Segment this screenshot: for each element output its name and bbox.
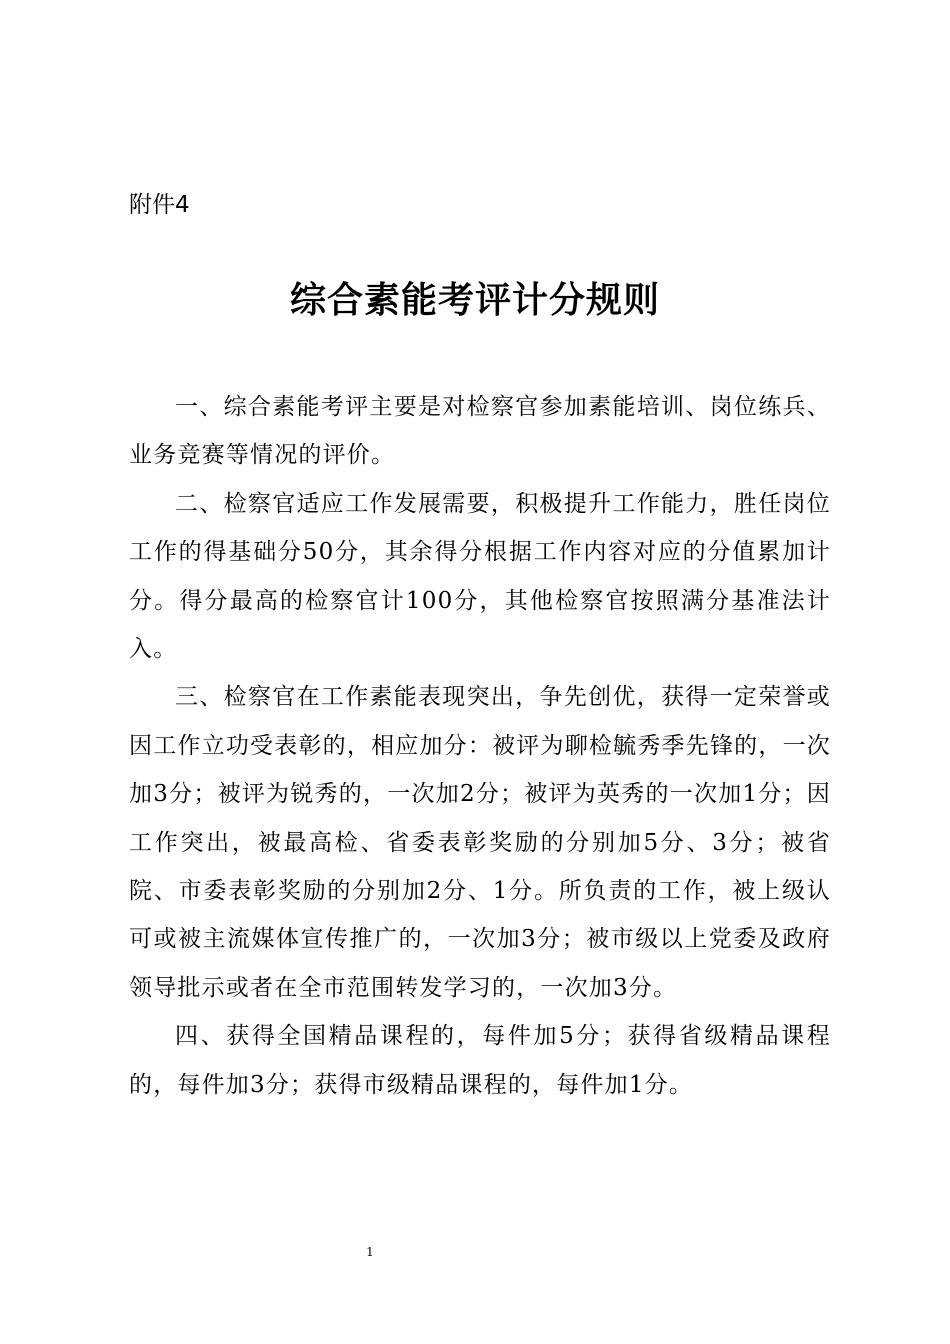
paragraph-3: 三、检察官在工作素能表现突出，争先创优，获得一定荣誉或因工作立功受表彰的，相应加分：被评为聊检毓秀季先锋的，一次加3分；被评为锐秀的，一次加2分；被评为英秀的一次加1分；因工作突出，被最高检、省委表彰奖励的分别加5分、3分；被省院、市委表彰奖励的分别加2分、1分。所负责的工作，被上级认可或被主流媒体宣传推广的，一次加3分；被市级以上党委及政府领导批示或者在全市范围转发学习的，一次加3分。 (129, 684, 831, 1001)
paragraph-2: 二、检察官适应工作发展需要，积极提升工作能力，胜任岗位工作的得基础分50分，其余得分根据工作内容对应的分值累加计分。得分最高的检察官计100分，其他检察官按照满分基准法计入。 (129, 490, 831, 663)
document-body (129, 383, 831, 1109)
page-number: 1 (366, 1245, 374, 1259)
document-title: 综合素能考评计分规则 (289, 280, 660, 321)
paragraph-1: 一、综合素能考评主要是对检察官参加素能培训、岗位练兵、业务竞赛等情况的评价。 (129, 394, 831, 469)
paragraph-4: 四、获得全国精品课程的，每件加5分；获得省级精品课程的，每件加3分；获得市级精品课程的，每件加1分。 (129, 1023, 831, 1098)
attachment-label: 附件4 (129, 192, 190, 218)
